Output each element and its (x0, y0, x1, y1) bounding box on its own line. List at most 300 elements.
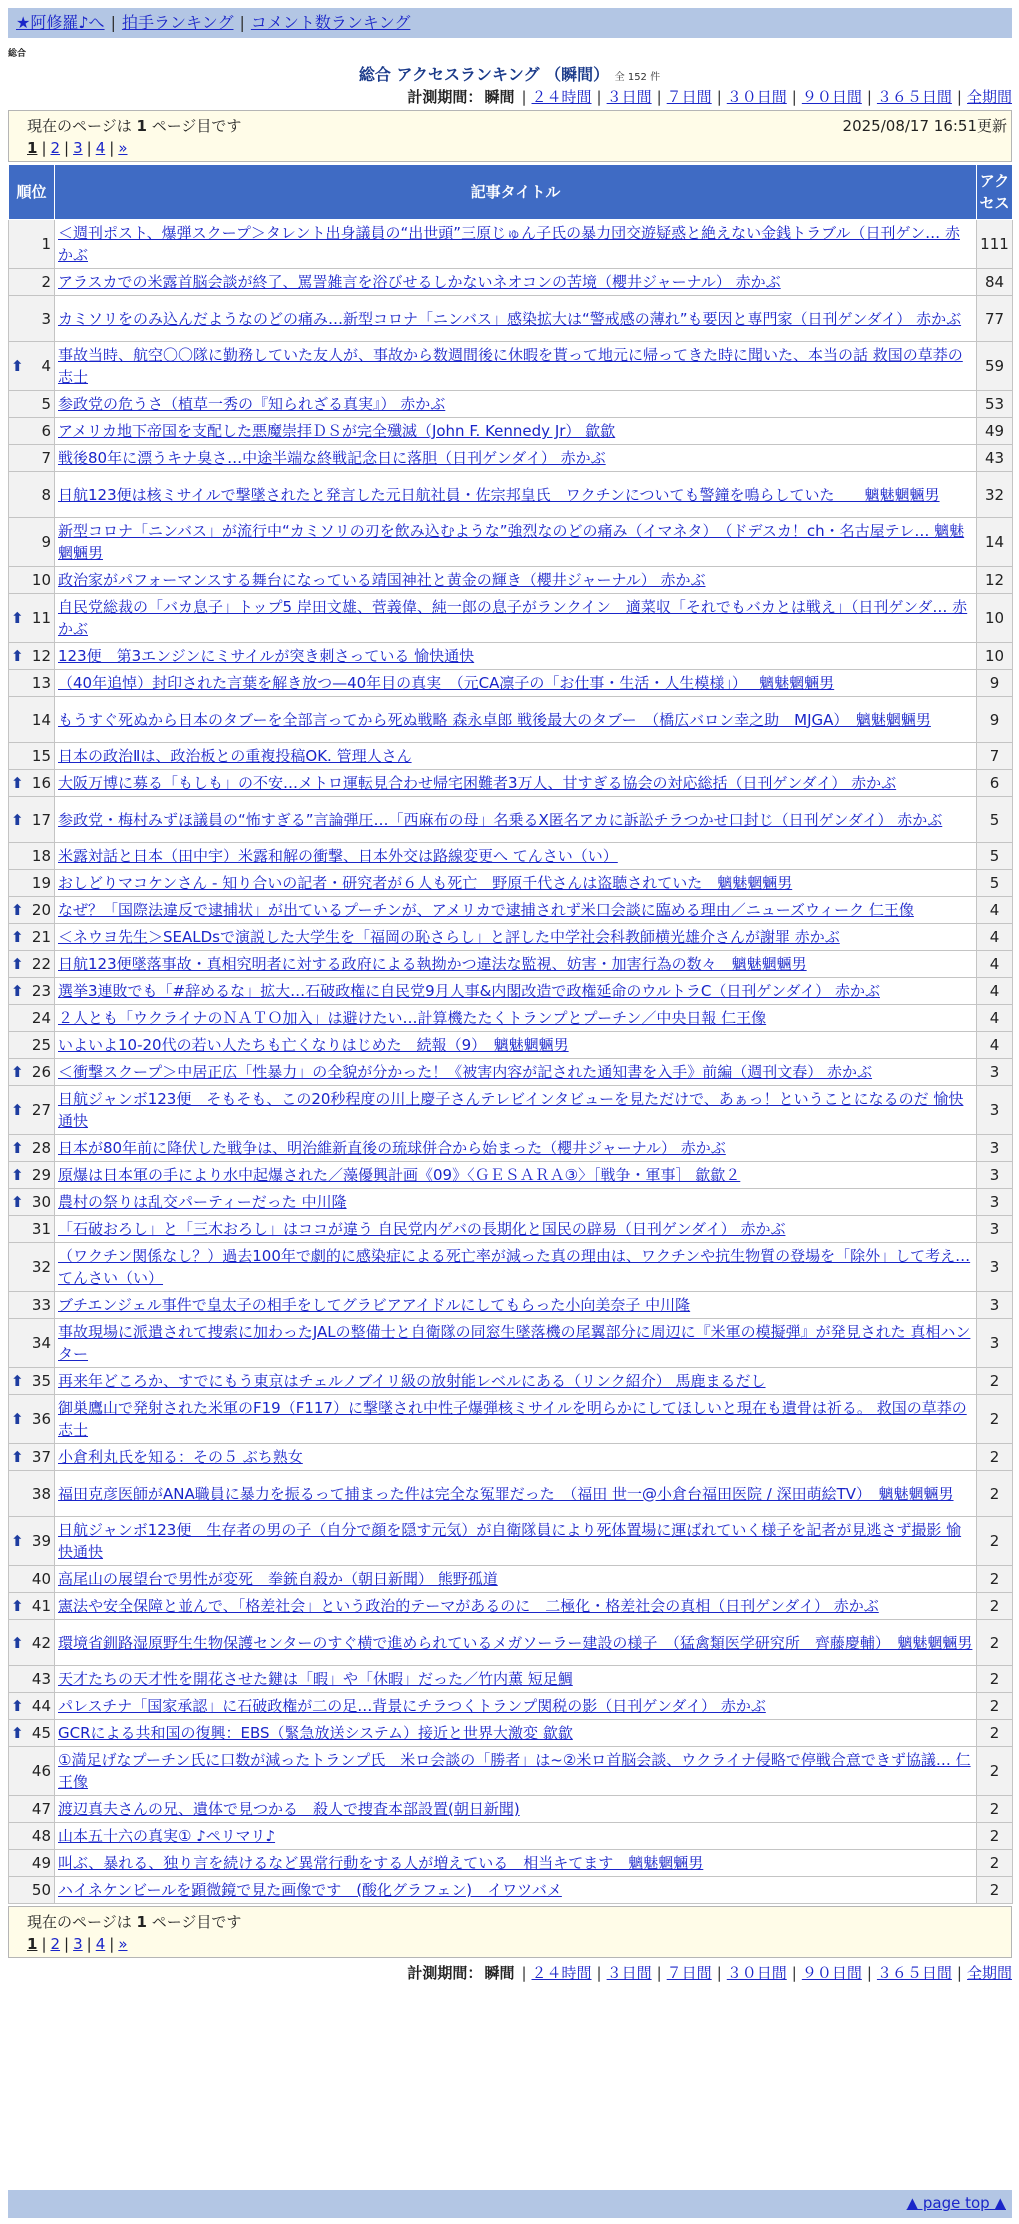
rank-number: 44 (31, 1697, 51, 1715)
title-cell (55, 1620, 977, 1666)
table-row (9, 472, 1013, 518)
rank-number: 41 (31, 1597, 51, 1615)
page-link[interactable]: 2 (50, 139, 61, 157)
access-count: 77 (977, 296, 1013, 342)
title-cell (55, 1517, 977, 1566)
article-link[interactable]: パレスチナ「国家承認」に石破政権が二の足…背景にチラつくトランプ関税の影（日刊ゲンダイ） 赤かぶ (58, 1697, 766, 1715)
article-link[interactable]: 再来年どころか、すでにもう東京はチェルノブイリ級の放射能レベルにある（リンク紹介） 馬鹿まるだし (58, 1372, 766, 1390)
rank-number: 35 (31, 1372, 51, 1390)
table-row (9, 1620, 1013, 1666)
article-link[interactable]: いよいよ10-20代の若い人たちも亡くなりはじめた 続報（9） 魑魅魍魎男 (58, 1036, 569, 1054)
table-row (9, 843, 1013, 870)
title-cell (55, 472, 977, 518)
access-count: 2 (977, 1666, 1013, 1693)
period-option: 瞬間 (484, 88, 515, 106)
access-count: 4 (977, 951, 1013, 978)
rank-cell (9, 1059, 55, 1086)
article-link[interactable]: 日航123便は核ミサイルで撃墜されたと発言した元日航社員・佐宗邦皇氏 ワクチンについても警鐘を鳴らしていた 魑魅魍魎男 (58, 485, 940, 504)
category-label: 総合 (8, 49, 27, 59)
access-count: 84 (977, 269, 1013, 296)
title-cell (55, 1319, 977, 1368)
title-cell (55, 978, 977, 1005)
title-cell (55, 1059, 977, 1086)
article-link[interactable]: ①満足げなプーチン氏に口数が減ったトランプ氏 米ロ会談の「勝者」は~②米ロ首脳会談、ウクライナ侵略で停戦合意できず協議… 仁王像 (58, 1751, 971, 1791)
table-row (9, 418, 1013, 445)
page-separator: | (86, 1935, 92, 1953)
rank-up-arrow-icon: ⬆ (11, 928, 24, 946)
article-link[interactable]: 戦後80年に漂うキナ臭さ…中途半端な終戦記念日に落胆（日刊ゲンダイ） 赤かぶ (58, 449, 606, 467)
access-count: 3 (977, 1216, 1013, 1243)
article-link[interactable]: 日本の政治Ⅱは、政治板との重複投稿OK. 管理人さん (58, 747, 412, 765)
rank-number: 17 (31, 810, 51, 829)
period-separator: | (791, 88, 797, 106)
period-separator: | (956, 1964, 962, 1982)
table-row (9, 1135, 1013, 1162)
access-count: 2 (977, 1823, 1013, 1850)
article-link[interactable]: 農村の祭りは乱交パーティーだった 中川隆 (58, 1193, 347, 1211)
rank-number: 32 (31, 1258, 51, 1276)
article-link[interactable]: 小倉利丸氏を知る：その５ ぶち熟女 (58, 1448, 303, 1466)
rank-cell (9, 870, 55, 897)
article-link[interactable]: 原爆は日本軍の手により水中起爆された／藻優興計画《09》〈ＧＥＳＡＲＡ③〉［戦争・軍事］ 歙歙２ (58, 1166, 741, 1184)
title-cell (55, 843, 977, 870)
period-separator: | (716, 1964, 722, 1982)
article-link[interactable]: 高尾山の展望台で男性が変死 拳銃自殺か（朝日新聞） 熊野孤道 (58, 1570, 498, 1588)
table-row (9, 870, 1013, 897)
access-count: 3 (977, 1135, 1013, 1162)
table-row (9, 1216, 1013, 1243)
page-link[interactable]: » (118, 1935, 128, 1953)
rank-cell (9, 567, 55, 594)
rank-cell (9, 1566, 55, 1593)
article-link[interactable]: 政治家がパフォーマンスする舞台になっている靖国神社と黄金の輝き（櫻井ジャーナル） 赤かぶ (58, 571, 706, 589)
access-count: 2 (977, 1796, 1013, 1823)
title-cell (55, 1444, 977, 1471)
title-cell (55, 220, 977, 269)
table-row (9, 1823, 1013, 1850)
updated-time: 2025/08/17 16:51更新 (842, 117, 1007, 135)
rank-up-arrow-icon: ⬆ (11, 774, 24, 792)
access-count: 59 (977, 342, 1013, 391)
access-count: 3 (977, 1162, 1013, 1189)
title-cell (55, 670, 977, 697)
article-link[interactable]: アメリカ地下帝国を支配した悪魔崇拝ＤＳが完全殲滅（John F. Kennedy Jr） 歙歙 (58, 422, 616, 440)
article-link[interactable]: 日航ジャンボ123便 生存者の男の子（自分で顔を隠す元気）が自衛隊員により死体置場に運ばれていく様子を記者が見逃さず撮影 愉快通快 (58, 1521, 962, 1561)
rank-number: 4 (41, 357, 51, 375)
table-row (9, 1444, 1013, 1471)
article-link[interactable]: ＜ネウヨ先生＞SEALDsで演説した大学生を「福岡の恥さらし」と評した中学社会科教師横光雄介さんが謝罪 赤かぶ (58, 928, 840, 946)
page-link[interactable]: 3 (73, 1935, 83, 1953)
rank-cell (9, 1444, 55, 1471)
access-count: 3 (977, 1243, 1013, 1292)
title-cell (55, 1368, 977, 1395)
table-row (9, 1666, 1013, 1693)
period-separator: | (956, 88, 962, 106)
access-count: 3 (977, 1189, 1013, 1216)
article-link[interactable]: ＜衝撃スクープ＞中居正広「性暴力」の全貌が分かった！《被害内容が記された通知書を入手》前編（週刊文春） 赤かぶ (58, 1063, 873, 1081)
comment-ranking-link[interactable]: コメント数ランキング (250, 13, 411, 32)
period-option[interactable]: ３６５日間 (876, 1964, 952, 1982)
title-cell (55, 296, 977, 342)
page-title (0, 62, 1019, 85)
title-cell (55, 518, 977, 567)
table-row (9, 1292, 1013, 1319)
title-cell (55, 1593, 977, 1620)
rank-number: 25 (31, 1036, 51, 1054)
rank-number: 10 (31, 571, 51, 589)
rank-cell (9, 697, 55, 743)
rank-number: 42 (31, 1633, 51, 1652)
rank-number: 16 (31, 774, 51, 792)
table-row (9, 770, 1013, 797)
rank-up-arrow-icon: ⬆ (11, 1597, 24, 1615)
rank-cell (9, 743, 55, 770)
rank-up-arrow-icon: ⬆ (11, 1633, 24, 1652)
rank-up-arrow-icon: ⬆ (11, 810, 24, 829)
access-count: 6 (977, 770, 1013, 797)
table-row (9, 518, 1013, 567)
article-link[interactable]: 米露対話と日本（田中宇）米露和解の衝撃、日本外交は路線変更へ てんさい（い） (58, 847, 618, 865)
access-count: 5 (977, 797, 1013, 843)
nav-separator: | (239, 13, 245, 32)
page-link[interactable]: 4 (95, 1935, 106, 1953)
article-link[interactable]: 「石破おろし」と「三木おろし」はココが違う 自民党内ゲバの長期化と国民の辟易（日刊ゲンダイ） 赤かぶ (58, 1220, 786, 1238)
top-nav (8, 8, 1012, 38)
article-link[interactable]: 自民党総裁の「バカ息子」トップ5 岸田文雄、菅義偉、純一郎の息子がランクイン 適菜収「それでもバカとは戦え」（日刊ゲンダ… 赤かぶ (58, 598, 968, 638)
access-count: 4 (977, 978, 1013, 1005)
article-link[interactable]: 事故当時、航空〇〇隊に勤務していた友人が、事故から数週間後に休暇を貰って地元に帰ってきた時に聞いた、本当の話 救国の草莽の志士 (58, 346, 963, 386)
rank-cell (9, 1747, 55, 1796)
access-count: 5 (977, 870, 1013, 897)
page-link[interactable]: 4 (95, 139, 106, 157)
table-row (9, 1162, 1013, 1189)
rank-number: 46 (31, 1762, 51, 1780)
rank-up-arrow-icon: ⬆ (11, 1532, 24, 1550)
period-option[interactable]: ７日間 (666, 1964, 712, 1982)
access-count: 2 (977, 1395, 1013, 1444)
article-link[interactable]: （40年追悼）封印された言葉を解き放つ—40年目の真実 （元CA凛子の「お仕事・生活・人生模様」） 魑魅魍魎男 (58, 674, 835, 692)
access-count: 2 (977, 1517, 1013, 1566)
pagination-bottom (27, 1935, 128, 1953)
rank-up-arrow-icon: ⬆ (11, 609, 24, 627)
access-count: 2 (977, 1444, 1013, 1471)
article-link[interactable]: 新型コロナ「ニンバス」が流行中“カミソリの刃を飲み込むような”強烈なのどの痛み（イマネタ） （ドデスカ！ch・名古屋テレ… 魑魅魍魎男 (58, 522, 965, 562)
home-link[interactable]: ★阿修羅♪へ (16, 13, 105, 32)
article-link[interactable]: おしどりマコケンさん - 知り合いの記者・研究者が６人も死亡 野原千代さんは盗聴されていた 魑魅魍魎男 (58, 874, 793, 892)
article-link[interactable]: 123便 第3エンジンにミサイルが突き刺さっている 愉快通快 (58, 647, 475, 665)
article-link[interactable]: 山本五十六の真実① ♪ペリマリ♪ (58, 1827, 276, 1845)
page-top-link[interactable]: ▲ page top ▲ (906, 2194, 1006, 2212)
page-info-top (8, 110, 1012, 162)
period-option[interactable]: ９０日間 (801, 88, 862, 106)
article-link[interactable]: 選挙3連敗でも「#辞めるな」拡大…石破政権に自民党9月人事&内閣改造で政権延命のウルトラC（日刊ゲンダイ） 赤かぶ (58, 982, 880, 1000)
rank-up-arrow-icon: ⬆ (11, 1063, 24, 1081)
rank-up-arrow-icon: ⬆ (11, 1448, 24, 1466)
table-row (9, 391, 1013, 418)
article-link[interactable]: ブチエンジェル事件で皇太子の相手をしてグラビアアイドルにしてもらった小向美奈子 中川隆 (58, 1296, 691, 1314)
page-link[interactable]: 3 (73, 139, 83, 157)
table-row (9, 269, 1013, 296)
rank-number: 47 (31, 1800, 51, 1818)
rank-cell (9, 1243, 55, 1292)
title-cell (55, 897, 977, 924)
period-separator: | (521, 88, 527, 106)
rank-number: 34 (31, 1334, 51, 1352)
rank-cell (9, 1216, 55, 1243)
nav-separator: | (110, 13, 116, 32)
rank-cell (9, 1796, 55, 1823)
article-link[interactable]: 事故現場に派遣されて捜索に加わったJALの整備士と自衛隊の同窓生墜落機の尾翼部分に周辺に『米軍の模擬弾』が発見された 真相ハンター (58, 1323, 971, 1363)
table-row (9, 924, 1013, 951)
clap-ranking-link[interactable]: 拍手ランキング (121, 13, 234, 32)
rank-number: 2 (41, 273, 51, 291)
article-link[interactable]: ハイネケンビールを顕微鏡で見た画像です (酸化グラフェン) イワツバメ (58, 1881, 562, 1899)
rank-number: 38 (31, 1484, 51, 1503)
article-link[interactable]: カミソリをのみ込んだようなのどの痛み…新型コロナ「ニンバス」感染拡大は“警戒感の薄れ”も要因と専門家（日刊ゲンダイ） 赤かぶ (58, 309, 962, 328)
table-row (9, 978, 1013, 1005)
title-cell (55, 797, 977, 843)
period-separator: | (596, 1964, 602, 1982)
table-row (9, 1189, 1013, 1216)
table-row (9, 567, 1013, 594)
table-row (9, 1395, 1013, 1444)
period-option[interactable]: ３０日間 (726, 1964, 787, 1982)
title-cell (55, 1243, 977, 1292)
rank-cell (9, 269, 55, 296)
table-row (9, 1877, 1013, 1904)
rank-cell (9, 220, 55, 269)
rank-number: 13 (31, 674, 51, 692)
rank-number: 49 (31, 1854, 51, 1872)
rank-up-arrow-icon: ⬆ (11, 1372, 24, 1390)
footer-bar (8, 2190, 1012, 2218)
rank-number: 12 (31, 647, 51, 665)
period-separator: | (866, 1964, 872, 1982)
rank-number: 14 (31, 710, 51, 729)
period-option[interactable]: ９０日間 (801, 1964, 862, 1982)
rank-cell (9, 843, 55, 870)
article-link[interactable]: 叫ぶ、暴れる、独り言を続けるなど異常行動をする人が増えている 相当キてます 魑魅魍魎男 (58, 1854, 704, 1872)
current-page-text: 現在のページは 1 ページ目です (27, 1913, 242, 1931)
rank-cell (9, 1368, 55, 1395)
ranking-body (9, 220, 1013, 1904)
rank-cell (9, 472, 55, 518)
access-count: 2 (977, 1877, 1013, 1904)
rank-up-arrow-icon: ⬆ (11, 1139, 24, 1157)
page-title-text: 総合 アクセスランキング （瞬間） (358, 65, 610, 84)
rank-number: 26 (31, 1063, 51, 1081)
article-link[interactable]: 福田克彦医師がANA職員に暴力を振るって捕まった件は完全な冤罪だった （福田 世一@小倉台福田医院 / 深田萌絵TV） 魑魅魍魎男 (58, 1484, 954, 1503)
rank-number: 29 (31, 1166, 51, 1184)
rank-cell (9, 1620, 55, 1666)
title-cell (55, 391, 977, 418)
rank-cell (9, 594, 55, 643)
title-cell (55, 1292, 977, 1319)
access-count: 4 (977, 1005, 1013, 1032)
access-count: 49 (977, 418, 1013, 445)
total-count: 全 152 件 (614, 72, 661, 83)
article-link[interactable]: 憲法や安全保障と並んで、「格差社会」という政治的テーマがあるのに 二極化・格差社会の真相（日刊ゲンダイ） 赤かぶ (58, 1597, 879, 1615)
rank-number: 45 (31, 1724, 51, 1742)
article-link[interactable]: 渡辺真夫さんの兄、遺体で見つかる 殺人で捜査本部設置(朝日新聞) (58, 1800, 520, 1818)
article-link[interactable]: もうすぐ死ぬから日本のタブーを全部言ってから死ぬ戦略 森永卓郎 戦後最大のタブー （橋広バロン幸之助 MJGA） 魑魅魍魎男 (58, 710, 931, 729)
title-cell (55, 1566, 977, 1593)
article-link[interactable]: 天才たちの天才性を開花させた鍵は「暇」や「休暇」だった／竹内薫 短足鯛 (58, 1670, 573, 1688)
table-row (9, 797, 1013, 843)
page-separator: | (64, 139, 70, 157)
article-link[interactable]: ２人とも「ウクライナのＮＡＴＯ加入」は避けたい…計算機たたくトランプとプーチン／中央日報 仁王像 (58, 1009, 767, 1027)
article-link[interactable]: 参政党の危うさ（植草一秀の『知られざる真実』） 赤かぶ (58, 395, 446, 413)
rank-cell (9, 897, 55, 924)
article-link[interactable]: 日航123便墜落事故・真相究明者に対する政府による執拗かつ違法な監視、妨害・加害行為の数々 魑魅魍魎男 (58, 955, 807, 973)
period-selector-bottom (407, 1962, 1012, 1983)
period-option[interactable]: 全期間 (966, 88, 1012, 106)
rank-up-arrow-icon: ⬆ (11, 1697, 24, 1715)
page-link[interactable]: 2 (50, 1935, 61, 1953)
access-count: 2 (977, 1368, 1013, 1395)
access-count: 2 (977, 1850, 1013, 1877)
rank-number: 27 (31, 1101, 51, 1119)
page-info-bottom (8, 1906, 1012, 1958)
title-cell (55, 1032, 977, 1059)
period-option[interactable]: ７日間 (666, 88, 712, 106)
period-label: 計測期間： (407, 88, 483, 106)
title-cell (55, 1823, 977, 1850)
rank-cell (9, 797, 55, 843)
rank-up-arrow-icon: ⬆ (11, 1193, 24, 1211)
rank-cell (9, 1720, 55, 1747)
pagination-top (27, 139, 128, 157)
table-row (9, 951, 1013, 978)
rank-number: 40 (31, 1570, 51, 1588)
access-count: 43 (977, 445, 1013, 472)
title-cell (55, 697, 977, 743)
page-separator: | (41, 1935, 47, 1953)
table-row (9, 1747, 1013, 1796)
title-cell (55, 342, 977, 391)
table-row (9, 1319, 1013, 1368)
period-option[interactable]: 全期間 (966, 1964, 1012, 1982)
title-cell (55, 1720, 977, 1747)
page-link[interactable]: » (118, 139, 128, 157)
rank-number: 21 (31, 928, 51, 946)
rank-number: 28 (31, 1139, 51, 1157)
rank-number: 6 (41, 422, 51, 440)
period-separator: | (656, 1964, 662, 1982)
rank-up-arrow-icon: ⬆ (11, 1724, 24, 1742)
title-cell (55, 445, 977, 472)
access-count: 3 (977, 1292, 1013, 1319)
rank-cell (9, 1005, 55, 1032)
title-cell (55, 1135, 977, 1162)
access-count: 10 (977, 643, 1013, 670)
access-count: 4 (977, 924, 1013, 951)
article-link[interactable]: 日本が80年前に降伏した戦争は、明治維新直後の琉球併合から始まった（櫻井ジャーナル） 赤かぶ (58, 1139, 726, 1157)
rank-cell (9, 978, 55, 1005)
page-separator: | (109, 139, 115, 157)
rank-cell (9, 951, 55, 978)
article-link[interactable]: 参政党・梅村みずほ議員の“怖すぎる”言論弾圧…「西麻布の母」名乗るX匿名アカに訴訟チラつかせ口封じ（日刊ゲンダイ） 赤かぶ (58, 810, 943, 829)
article-link[interactable]: 大阪万博に募る「もしも」の不安…メトロ運転見合わせ帰宅困難者3万人、甘すぎる協会の対応総括（日刊ゲンダイ） 赤かぶ (58, 774, 897, 792)
period-option[interactable]: ３日間 (606, 88, 652, 106)
title-cell (55, 770, 977, 797)
table-row (9, 1086, 1013, 1135)
title-cell (55, 870, 977, 897)
rank-cell (9, 1086, 55, 1135)
table-row (9, 670, 1013, 697)
table-row (9, 220, 1013, 269)
period-separator: | (866, 88, 872, 106)
access-count: 10 (977, 594, 1013, 643)
rank-number: 22 (31, 955, 51, 973)
rank-number: 15 (31, 747, 51, 765)
rank-cell (9, 418, 55, 445)
rank-number: 5 (41, 395, 51, 413)
access-count: 2 (977, 1620, 1013, 1666)
table-row (9, 594, 1013, 643)
access-count: 2 (977, 1593, 1013, 1620)
access-header: アクセス (977, 165, 1013, 220)
article-link[interactable]: GCRによる共和国の復興：EBS（緊急放送システム）接近と世界大激変 歙歙 (58, 1724, 573, 1742)
rank-cell (9, 1850, 55, 1877)
article-link[interactable]: 環境省釧路湿原野生生物保護センターのすぐ横で進められているメガソーラー建設の様子 （猛禽類医学研究所 齊藤慶輔） 魑魅魍魎男 (58, 1633, 973, 1652)
period-option[interactable]: ３６５日間 (876, 88, 952, 106)
article-link[interactable]: （ワクチン関係なし？）過去100年で劇的に感染症による死亡率が減った真の理由は、ワクチンや抗生物質の登場を「除外」して考え… てんさい（い） (58, 1247, 971, 1287)
title-cell (55, 1216, 977, 1243)
article-link[interactable]: なぜ？「国際法違反で逮捕状」が出ているプーチンが、アメリカで逮捕されず米口会談に臨める理由／ニューズウィーク 仁王像 (58, 901, 914, 919)
access-count: 12 (977, 567, 1013, 594)
period-option[interactable]: ３０日間 (726, 88, 787, 106)
title-cell (55, 1395, 977, 1444)
table-row (9, 897, 1013, 924)
rank-cell (9, 445, 55, 472)
title-cell (55, 567, 977, 594)
rank-cell (9, 1693, 55, 1720)
access-count: 9 (977, 670, 1013, 697)
table-row (9, 1796, 1013, 1823)
rank-number: 19 (31, 874, 51, 892)
period-separator: | (521, 1964, 527, 1982)
article-link[interactable]: 御巣鷹山で発射された米軍のF19（F117）に撃墜され中性子爆弾核ミサイルを明らかにしてほしいと現在も遺骨は祈る。 救国の草莽の志士 (58, 1399, 967, 1439)
access-count: 3 (977, 1319, 1013, 1368)
period-option[interactable]: ２４時間 (531, 88, 592, 106)
page-separator: | (64, 1935, 70, 1953)
title-cell (55, 951, 977, 978)
rank-cell (9, 1517, 55, 1566)
rank-cell (9, 1162, 55, 1189)
rank-cell (9, 1135, 55, 1162)
title-cell (55, 1666, 977, 1693)
page-link: 1 (27, 1935, 38, 1953)
rank-up-arrow-icon: ⬆ (11, 955, 24, 973)
period-selector-top (407, 86, 1012, 107)
access-count: 2 (977, 1566, 1013, 1593)
article-link[interactable]: 日航ジャンボ123便 そもそも、この20秒程度の川上慶子さんテレビインタビューを見ただけで、あぁっ！ということになるのだ 愉快通快 (58, 1090, 964, 1130)
page-separator: | (41, 139, 47, 157)
rank-number: 36 (31, 1410, 51, 1428)
rank-number: 50 (31, 1881, 51, 1899)
rank-number: 23 (31, 982, 51, 1000)
article-link[interactable]: ＜週刊ポスト、爆弾スクープ＞タレント出身議員の“出世頭”三原じゅん子氏の暴力団交遊疑惑と絶えない金銭トラブル（日刊ゲン… 赤かぶ (58, 224, 960, 264)
access-count: 111 (977, 220, 1013, 269)
rank-number: 33 (31, 1296, 51, 1314)
period-separator: | (716, 88, 722, 106)
period-option[interactable]: ３日間 (606, 1964, 652, 1982)
period-option[interactable]: ２４時間 (531, 1964, 592, 1982)
article-link[interactable]: アラスカでの米露首脳会談が終了、罵詈雑言を浴びせるしかないネオコンの苦境（櫻井ジャーナル） 赤かぶ (58, 273, 781, 291)
table-row (9, 1517, 1013, 1566)
period-option: 瞬間 (484, 1964, 515, 1982)
